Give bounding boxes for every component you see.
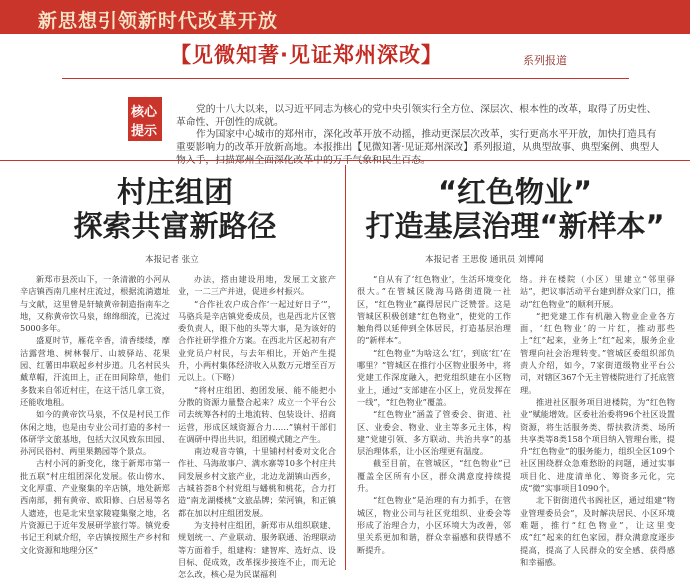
right-headline — [355, 175, 675, 243]
left-col-1 — [20, 273, 170, 556]
section-banner — [0, 0, 690, 34]
series-title: 【见微知著·见证郑州深改】 — [170, 43, 443, 67]
right-col1-paragraph: “红色物业”涵盖了管委会、街道、社区、业委会、物业、业主等多元主体，构建“党建引领、多方联动、共治共享”的基层治理体系，让小区治理更有温度。 — [357, 409, 511, 457]
left-col1-paragraph: 如今的黄帝饮马泉，不仅是村民工作休闲之地，也是由专业公司打造的多村一体研学文旅基地，包括大汉风致东田园、孙河民俗村、两里果鹅园等个景点。 — [20, 409, 170, 457]
left-col1-paragraph: 古村小河的新变化，缘于新郑市第一批五联“村庄组团深化发展。依山傍水、文化厚重、产业聚集的辛店镇，地处新郑西南部，拥有黄帝、欧阳修、白居易等名人遗迹，也是北宋皇家陵寝集聚之地，名片资源已于近年发展研学旅行等。镇党委书记王利斌介绍，辛店镇按照生产乡村和文化资源和地理分区” — [20, 458, 170, 555]
series-tag: 系列报道 — [523, 54, 567, 67]
left-headline — [20, 175, 330, 243]
right-col2-paragraph: 推进社区服务项目进楼院，为“红色物业”赋能增效。区委社治委将96个社区设置资源，将生活服务类、帮扶救济类、场所共享类等8类158个项目纳入管理台账，提升“红色物业”的服务能力，组织全区109个社区围绕群众急难愁盼的问题，通过实事项目化、进度清单化、筹资多元化，完成“微”实事项目1090个。 — [520, 396, 675, 494]
right-col2-paragraph: “把党建工作有机融入物业企业各方面，‘红色物业’的一片红，推动那些上“红”起来，业务上“红”起来，服务企业管理向社会治理转变。”管城区委组织部负责人介绍，如今，7家街道级物业平台公司，对辖区367个无主管楼院进行了托底管理。 — [520, 310, 675, 395]
left-headline-line2: 探索共富新路径 — [73, 209, 277, 243]
left-col1-paragraph: 盛夏时节，雁花辛香，清香缕缕，摩沽露营地、树林餐厅、山坡驿站、花果园、红薯田串联起乡村步道。几名村民头戴草帽，汗流田上，正在田间除草，他们多数来自邻近村庄，在这干活几拿工资，还能收地租。 — [20, 335, 170, 407]
left-col2-paragraph: “将村庄组团、抱团发展、能不能把小分散的资源力量整合起来？成立一个平台公司去统筹各村的土地流转、包装设计、招商运营，形成区域资源合力……”镇村干部们在调研中得出共识，组团模式随之产生。 — [178, 384, 336, 444]
intro-tag — [128, 97, 162, 141]
right-col1-paragraph: “自从有了‘红色物业’，生活环境变化很大。”在管城区陇海马路街道陇一社区，“红色物业”赢得居民广泛赞誉。这是管城区积极创建“红色物业”，使党的工作触角得以延伸到全体居民，打造基层治理的“新样本”。 — [357, 274, 511, 346]
intro-tag-line2: 提示 — [131, 124, 158, 139]
intro-paragraph-1: 党的十八大以来，以习近平同志为核心的党中央引领实行全方位、深层次、根本性的改革，取得了历史性、革命性、开创性的成就。 — [176, 104, 657, 128]
right-col-2 — [520, 273, 675, 568]
right-col2-paragraph: 北下街街道代书阁社区，通过组建“物业管理委员会”，及时解决居民、小区环境难题，推行“红色物业”，让这里变成“红”起来的红色家园，群众满意度逐步提高，提高了人民群众的安全感、获得感和幸福感。 — [520, 495, 675, 567]
intro-paragraph-2: 作为国家中心城市的郑州市，深化改革开放不动摇，推动更深层次改革，实行更高水平开放，加快打造具有重要影响力的改革开放新高地。本报推出【见微知著·见证郑州深改】系列报道，从典型故事、典型案例、典型人 — [176, 129, 660, 153]
right-col-1 — [357, 273, 511, 556]
left-byline: 本报记者 张立 — [145, 255, 199, 265]
intro-tag-line1: 核心 — [131, 105, 158, 120]
left-col2-paragraph: 办法，搭由建设用地，发展工文旅产业，一二三产并进，促进乡村振兴。 — [178, 274, 336, 297]
right-byline: 本报记者 王思俊 通讯员 刘博闻 — [425, 255, 544, 265]
column-divider — [345, 165, 346, 570]
divider-intro — [0, 160, 690, 161]
divider-top — [62, 78, 629, 79]
right-headline-line2: 打造基层治理“新样本” — [365, 209, 665, 243]
right-col1-paragraph: “红色物业”是治理的有力抓手，在管城区，物业公司与社区党组织、业委会等形成了治理合力，小区环境大为改善，邻里关系更加和谐，群众幸福感和获得感不断提升。 — [357, 495, 511, 555]
left-col-2 — [178, 273, 336, 580]
right-col1-paragraph: “红色物业”为啥这么‘红’，到底‘红’在哪里？”管城区在推行小区物业服务中，将党建工作深度融入，把党组织建在小区物业上，通过“支部建在小区上，党员发挥在一线”，“红色物业”覆盖。 — [357, 347, 511, 407]
right-headline-line1: “红色物业” — [437, 175, 593, 209]
left-col2-paragraph: 为支持村庄组团，新郑市从组织联建、规划统一、产业联动、服务联通、治理联动等方面着手，组建构：建智库、选好点、设目标、促成效，改革探步接连不止，而无论怎么改，核心是为民谋福利 — [178, 519, 336, 580]
right-col2-paragraph: 络。并在楼院（小区）里建立“邻里驿站”，把议事活动平台建到群众家门口，推动“红色物业”的顺利开展。 — [520, 274, 675, 309]
right-col1-paragraph: 截至目前，在管城区，“红色物业”已覆盖全区所有小区，群众满意度持续提升。 — [357, 458, 511, 494]
left-col2-paragraph: 南边观音寺镇，十里铺村村委对文化合作社、马海故事户、满水寨等10多个村庄共同发展乡村文旅产业，北边龙湖镇山西乡，古城苔荟8个村党组与蟠桃和桃花，合力打造“南龙湖楼桃”文旅品牌；荣河镇，和正镇都在加以村庄组团发展。 — [178, 446, 336, 518]
left-col2-paragraph: “合作社农户成合作‘一起过好日子’”，马骆兵是辛店镇党委成员，也是西北片区管委负责人，眼下他的头等大事，是为该好的合作社研学推介方案。在西北片区起初有产业党员户村民，与去年相比，开始产生提升，小两村集体经济收入从数万元增至百万元以上。（下略） — [178, 298, 336, 383]
left-col1-paragraph: 新郑市县茨山下，一条清澈的小河从辛店镇西南几座村庄流过，根据流淌遗址与文献，这里曾是轩辕黄帝制造指南车之地，又称黄帝饮马泉，绵绵细流，已流过5000多年。 — [20, 274, 170, 334]
banner-title: 新思想引领新时代改革开放 — [38, 10, 279, 32]
left-headline-line1: 村庄组团 — [116, 175, 233, 209]
